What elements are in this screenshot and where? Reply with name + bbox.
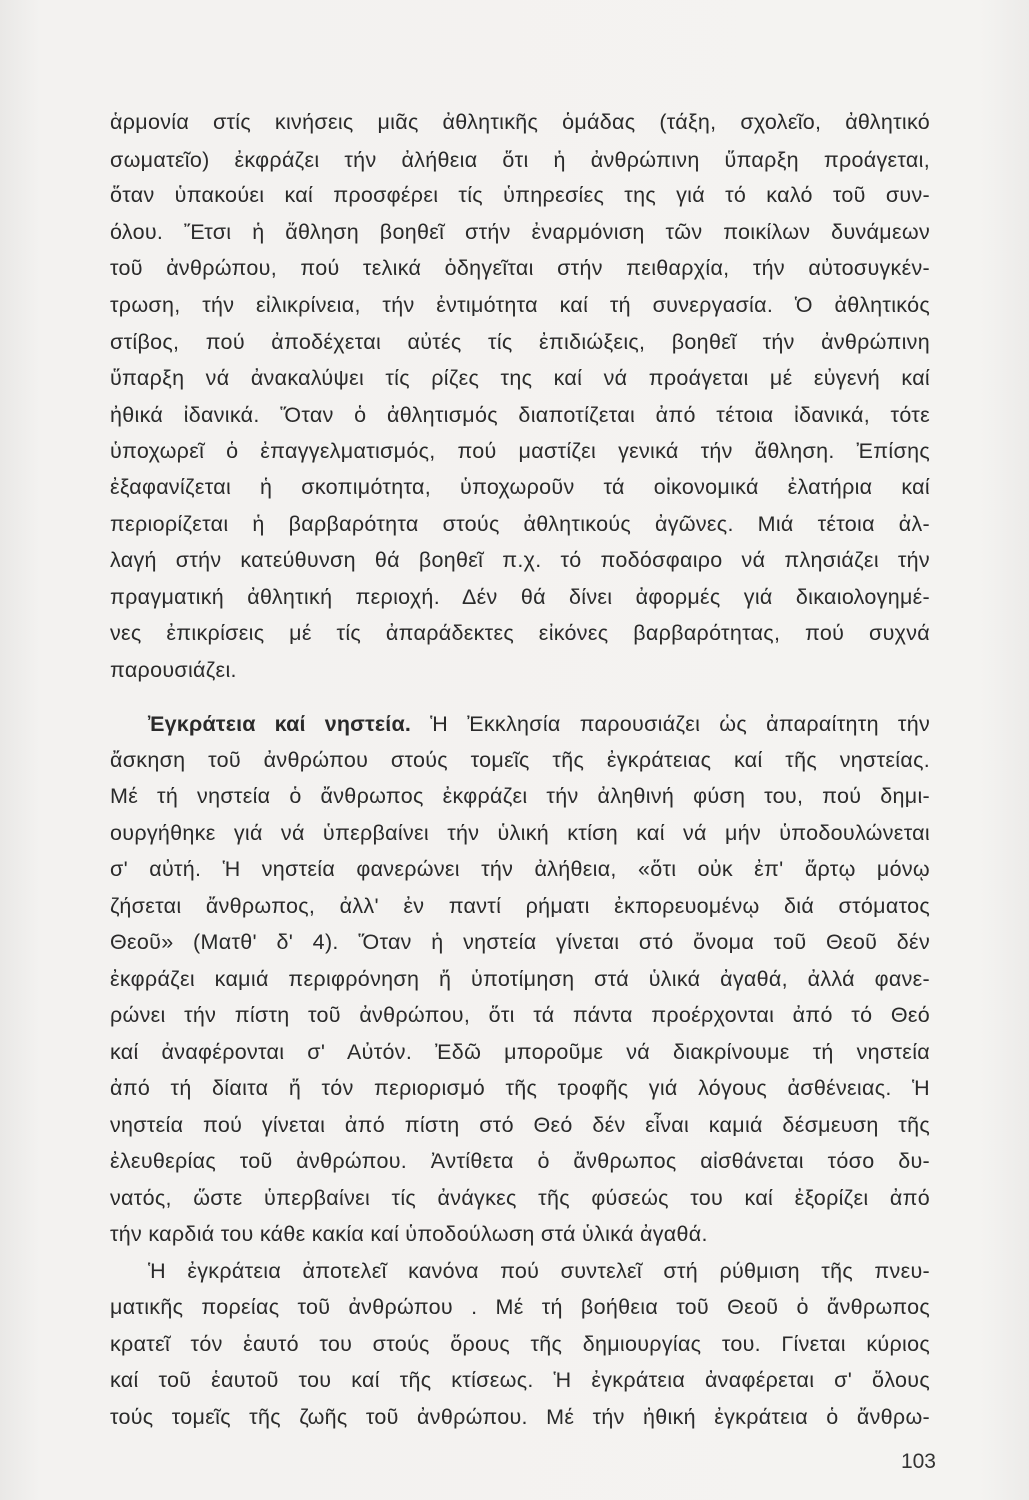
text-line: ματικῆς πορείας τοῦ ἀνθρώπου . Μέ τή βοήθεια τοῦ Θεοῦ ὁ ἄνθρωπος	[110, 1295, 930, 1319]
text-line: τοῦ ἀνθρώπου, πού τελικά ὁδηγεῖται στήν πειθαρχία, τήν αὐτοσυγκέν-	[110, 256, 930, 280]
text-line: όλου. Ἔτσι ἡ ἄθληση βοηθεῖ στήν ἐναρμόνιση τῶν ποικίλων δυνάμεων	[110, 220, 930, 244]
text-line: ὑποχωρεῖ ὁ ἐπαγγελματισμός, πού μαστίζει γενικά τήν ἄθληση. Ἐπίσης	[110, 439, 930, 463]
text-line: ἁρμονία στίς κινήσεις μιᾶς ἀθλητικῆς ὁμάδας (τάξη, σχολεῖο, ἀθλητικό	[110, 110, 930, 134]
text-line: Μέ τή νηστεία ὁ ἄνθρωπος ἐκφράζει τήν ἀληθινή φύση του, πού δημι-	[110, 784, 930, 808]
text-line: στίβος, πού ἀποδέχεται αὐτές τίς ἐπιδιώξεις, βοηθεῖ τήν ἀνθρώπινη	[110, 330, 930, 354]
text-line: κρατεῖ τόν ἑαυτό του στούς ὅρους τῆς δημιουργίας του. Γίνεται κύριος	[110, 1332, 930, 1356]
text-line: σ' αὐτή. Ἡ νηστεία φανερώνει τήν ἀλήθεια, «ὅτι οὐκ ἐπ' ἄρτῳ μόνῳ	[110, 857, 930, 881]
section-heading: Ἐγκράτεια καί νηστεία.	[148, 712, 412, 736]
text-fragment: Ἡ Ἐκκλησία παρουσιάζει ὡς ἀπαραίτητη τήν	[411, 712, 931, 736]
text-line: νες ἐπικρίσεις μέ τίς ἀπαράδεκτες εἰκόνες βαρβαρότητας, πού συχνά	[110, 621, 930, 645]
text-line: νατός, ὥστε ὑπερβαίνει τίς ἀνάγκες τῆς φύσεώς του καί ἐξορίζει ἀπό	[110, 1186, 930, 1210]
text-line: ἐλευθερίας τοῦ ἀνθρώπου. Ἀντίθετα ὁ ἄνθρωπος αἰσθάνεται τόσο δυ-	[110, 1149, 930, 1173]
text-line: ρώνει τήν πίστη τοῦ ἀνθρώπου, ὅτι τά πάντα προέρχονται ἀπό τό Θεό	[110, 1003, 930, 1027]
text-line: τρωση, τήν εἰλικρίνεια, τήν ἐντιμότητα καί τή συνεργασία. Ὁ ἀθλητικός	[110, 293, 930, 317]
text-line: ἠθικά ἰδανικά. Ὅταν ὁ ἀθλητισμός διαποτίζεται ἀπό τέτοια ἰδανικά, τότε	[110, 403, 930, 427]
text-line: περιορίζεται ἡ βαρβαρότητα στούς ἀθλητικούς ἀγῶνες. Μιά τέτοια ἀλ-	[110, 512, 930, 536]
text-line: καί ἀναφέρονται σ' Αὐτόν. Ἐδῶ μποροῦμε νά διακρίνουμε τή νηστεία	[110, 1040, 930, 1064]
text-line: τήν καρδιά του κάθε κακία καί ὑποδούλωση στά ὑλικά ἀγαθά.	[110, 1222, 708, 1246]
text-line: Θεοῦ» (Ματθ' δ' 4). Ὅταν ἡ νηστεία γίνεται στό ὄνομα τοῦ Θεοῦ δέν	[110, 930, 930, 954]
text-line: ἀπό τή δίαιτα ἤ τόν περιορισμό τῆς τροφῆς γιά λόγους ἀσθένειας. Ἡ	[110, 1076, 930, 1100]
page-number: 103	[900, 1450, 936, 1473]
text-line: τούς τομεῖς τῆς ζωῆς τοῦ ἀνθρώπου. Μέ τήν ἠθική ἐγκράτεια ὁ ἄνθρω-	[110, 1405, 930, 1429]
text-line: ἄσκηση τοῦ ἀνθρώπου στούς τομεῖς τῆς ἐγκράτειας καί τῆς νηστείας.	[110, 748, 930, 772]
text-line: ουργήθηκε γιά νά ὑπερβαίνει τήν ὑλική κτίση καί νά μήν ὑποδουλώνεται	[110, 821, 930, 845]
text-line: ζήσεται ἄνθρωπος, ἀλλ' ἐν παντί ρήματι ἐκπορευομένῳ διά στόματος	[110, 894, 930, 918]
text-line: πραγματική ἀθλητική περιοχή. Δέν θά δίνει ἀφορμές γιά δικαιολογημέ-	[110, 585, 930, 609]
text-line: νηστεία πού γίνεται ἀπό πίστη στό Θεό δέν εἶναι καμιά δέσμευση τῆς	[110, 1113, 930, 1137]
text-line: λαγή στήν κατεύθυνση θά βοηθεῖ π.χ. τό ποδόσφαιρο νά πλησιάζει τήν	[110, 548, 930, 572]
text-line: ἐξαφανίζεται ἡ σκοπιμότητα, ὑποχωροῦν τά οἰκονομικά ἐλατήρια καί	[110, 475, 930, 499]
section-heading-line	[148, 704, 930, 744]
text-line: παρουσιάζει.	[110, 658, 237, 682]
text-line: ὕπαρξη νά ἀνακαλύψει τίς ρίζες της καί νά προάγεται μέ εὐγενή καί	[110, 366, 930, 390]
text-line: καί τοῦ ἑαυτοῦ του καί τῆς κτίσεως. Ἡ ἐγκράτεια ἀναφέρεται σ' ὅλους	[110, 1368, 930, 1392]
text-line: ὅταν ὑπακούει καί προσφέρει τίς ὑπηρεσίες της γιά τό καλό τοῦ συν-	[110, 183, 930, 207]
text-line: Ἡ ἐγκράτεια ἀποτελεῖ κανόνα πού συντελεῖ στή ρύθμιση τῆς πνευ-	[148, 1259, 930, 1283]
text-line: ἐκφράζει καμιά περιφρόνηση ἤ ὑποτίμηση στά ὑλικά ἀγαθά, ἀλλά φανε-	[110, 967, 930, 991]
text-line: σωματεῖο) ἐκφράζει τήν ἀλήθεια ὅτι ἡ ἀνθρώπινη ὕπαρξη προάγεται,	[110, 148, 930, 172]
